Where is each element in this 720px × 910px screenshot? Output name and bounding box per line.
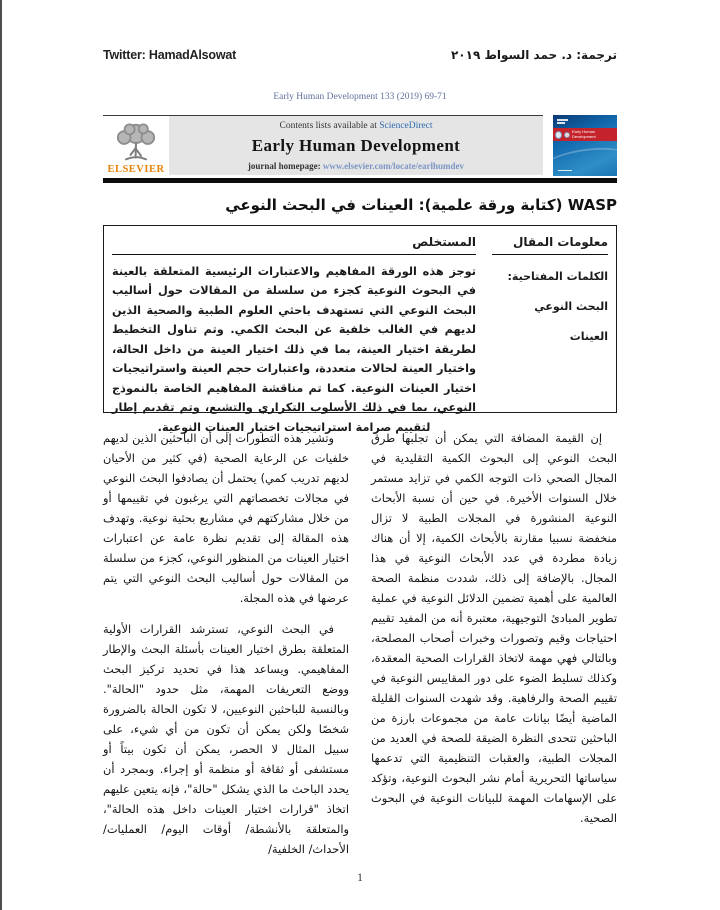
homepage-label: journal homepage: [247, 160, 321, 171]
article-info-heading: معلومات المقال [492, 235, 608, 255]
sciencedirect-link[interactable]: ScienceDirect [379, 120, 433, 131]
body-column-right [371, 428, 617, 859]
article-info-abstract-box [103, 225, 617, 434]
journal-banner-box [169, 116, 543, 175]
abstract-text: توجز هذه الورقة المفاهيم والاعتبارات الرئيسية المتعلقة بالعينة في البحوث النوعية كجزء من سلسلة من المقالات حول أساليب البحث النوعي التي تستهدف باحثي العلوم الطبية والصحية الذين لديهم في الغالب خلفية عن البحث الكمي. وتم تناول التخطيط لطريقة اختيار العينة، بما في ذلك اختيار العينة من داخل الحالة، واختيار العينة لحالات متعددة، واعتبارات حجم العينة واستراتيجيات اختيار العينات النوعية. كما تم مناقشة المفاهيم الخاصة بالنموذج النوعي، بما في ذلك الأسلوب التكراري والتشبع، وتم تقديم إطار لتقييم صرامة استراتيجيات اختيار العينات النوعية. [112, 264, 476, 434]
keyword-item: العينات [569, 329, 608, 343]
scan-edge-line [0, 0, 2, 910]
cover-caption: Early Human Development [571, 128, 596, 139]
abstract-heading: المستخلص [112, 235, 476, 255]
cover-text-line [558, 170, 572, 172]
body-paragraph: في البحث النوعي، تسترشد القرارات الأولية المتعلقة بطرق اختيار العينات بأسئلة البحث والإطار المفاهيمي. ويساعد هذا في تحديد تركيز البحث ووضع التعريفات المهمة، مثل حدود "الحالة". وبالنسبة للباحثين النوعيين، لا تكون الحالة بالضرورة شخصًا ولكن يمكن أن تكون من أي شيء، على سبيل المثال لا الحصر، يمكن أن تكون بيتاً أو مستشفى أو ثقافة أو منظمة أو إجراء. وبمجرد أن يحدد الباحث ما الذي يشكل "حالة"، فإنه يتعين عليهم اتخاذ "قرارات اختيار العينات داخل هذه الحالة"، والمتعلقة بالأنشطة/ أوقات اليوم/ العمليات/ الأحداث/ الخلفية/ [103, 621, 349, 856]
cover-decorative-curve [553, 143, 617, 176]
journal-banner [103, 115, 617, 183]
contents-line [279, 121, 432, 131]
header-thick-rule [103, 178, 617, 183]
journal-name: Early Human Development [251, 135, 461, 155]
cover-brain-image-icon [564, 132, 570, 138]
keyword-item: البحث النوعي [534, 299, 608, 313]
journal-cover-thumbnail [553, 115, 617, 176]
elsevier-logo [103, 116, 169, 176]
twitter-handle: Twitter: HamadAlsowat [103, 48, 237, 62]
cover-brain-image-icon [555, 131, 562, 139]
cover-text-line [557, 122, 565, 124]
page-number: 1 [357, 872, 363, 884]
journal-citation: Early Human Development 133 (2019) 69-71 [273, 92, 447, 102]
cover-text-line [557, 119, 568, 121]
translation-credit: ترجمة: د. حمد السواط ٢٠١٩ [450, 48, 617, 62]
abstract-column [112, 234, 476, 434]
cover-red-band [553, 128, 617, 141]
page-header [103, 48, 617, 62]
body-column-left [103, 428, 349, 859]
elsevier-wordmark: ELSEVIER [107, 164, 165, 175]
contents-prefix: Contents lists available at [279, 120, 377, 131]
body-paragraph: إن القيمة المضافة التي يمكن أن تجلبها طرق البحث النوعي إلى البحوث الكمية التقليدية في المجال الصحي ذات التوجه الكمي في تزايد مستمر خلال السنوات الأخيرة. في حين أن نسبة الأبحاث النوعية المنشورة في المجلات الطبية لا تزال منخفضة نسبيا مقارنة بالأبحاث الكمية، إلا أن هناك زيادة مطردة في عدد الأبحاث النوعية في هذا المجال. بالإضافة إلى ذلك، شددت منظمة الصحة العالمية على أهمية تضمين الدلائل النوعية في عملية تطوير المبادئ التوجيهية، معتبرة أنه من المفيد تقييم احتياجات وقيم وتصورات وخبرات أصحاب المصلحة، وبالتالي فهي مهمة لاتخاذ القرارات الصحية المعقدة، وكذلك تسليط الضوء على دور المقاييس النوعية في تقييم الصحة والرفاهية. وقد شهدت السنوات القليلة الماضية أيضًا بيانات عامة من مجموعات بارزة من الباحثين تتحدى النظرة الضيقة للصحة في العديد من المجلات الطبية، والعقبات التنظيمية التي تدعمها سياساتها التحريرية أمام نشر البحوث النوعية، وتؤكد على الإسهامات المهمة للبيانات النوعية في البحوث الصحية. [371, 430, 617, 825]
elsevier-tree-icon [109, 123, 163, 163]
body-paragraph: وتشير هذه التطورات إلى أن الباحثين الذين لديهم خلفيات عن الرعاية الصحية (في كثير من الأحيان لديهم تدريب كمي) يحتمل أن يصادفوا البحث النوعي في مجالات تخصصاتهم التي يرغبون في تقييمها أو من خلال مشاركتهم في مشاريع بحثية نوعية. وتهدف هذه المقالة إلى تقديم نظرة عامة عن اعتبارات اختيار العينات من المنظور النوعي، كجزء من سلسلة من المقالات حول أساليب البحث النوعي التي يتم عرضها في هذه المجلة. [103, 430, 349, 605]
article-info-column [492, 235, 608, 402]
homepage-url-link[interactable]: www.elsevier.com/locate/earlhumdev [322, 160, 465, 171]
homepage-line [248, 161, 464, 171]
body-columns [103, 428, 617, 859]
keywords-label: الكلمات المفتاحية: [507, 269, 608, 283]
article-title: WASP (كتابة ورقة علمية): العينات في البحث النوعي [225, 195, 617, 214]
